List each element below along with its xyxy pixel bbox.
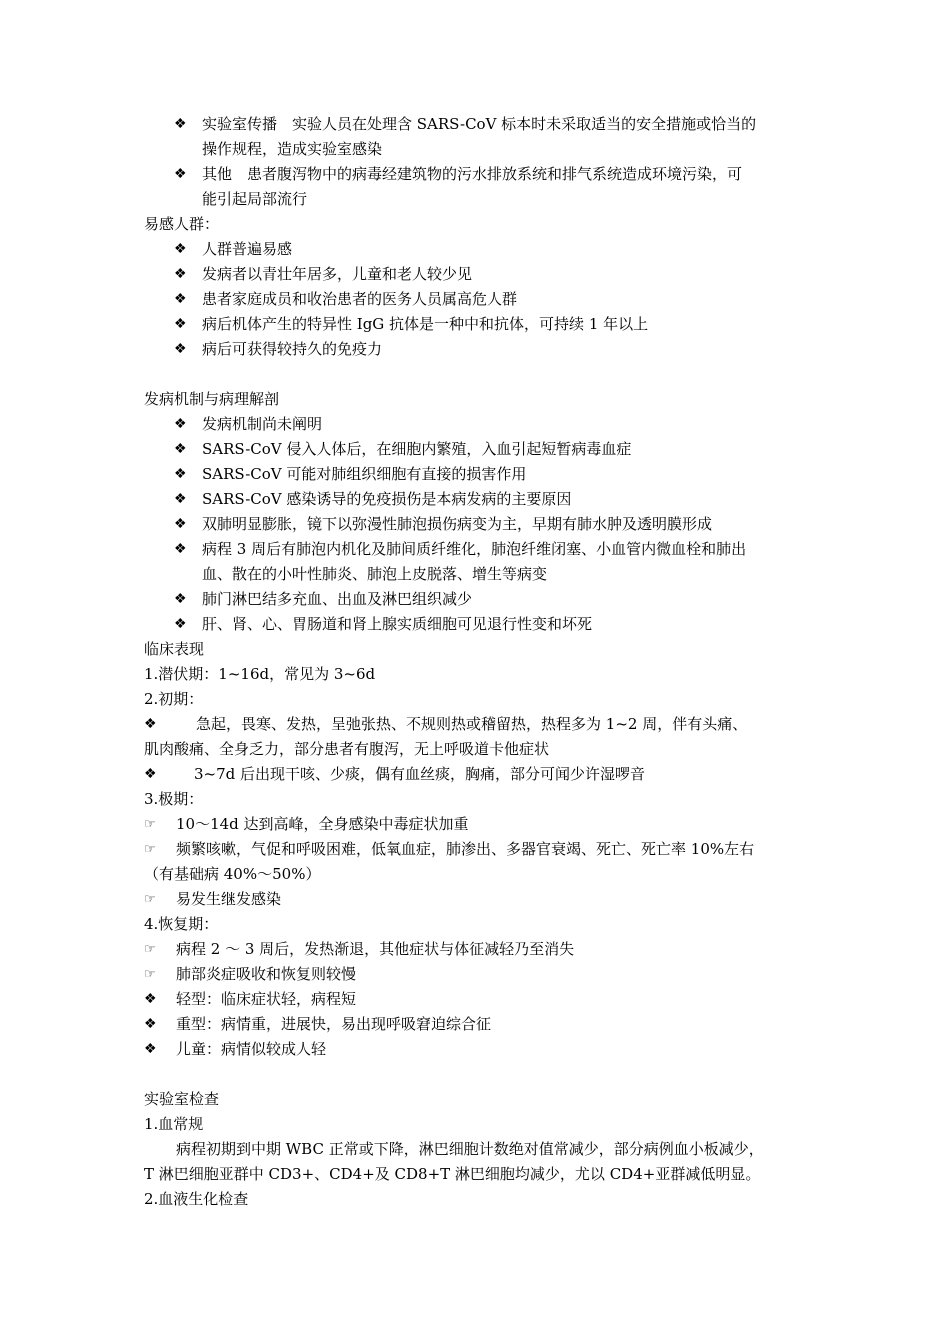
diamond-bullet-icon: ❖ [144, 1041, 157, 1057]
list-item [144, 1037, 814, 1062]
diamond-bullet-icon: ❖ [174, 241, 187, 257]
subheading: 2.初期： [144, 690, 204, 708]
list-item [144, 412, 814, 437]
list-item-continuation: 能引起局部流行 [202, 190, 308, 208]
list-item-text: 易发生继发感染 [176, 890, 282, 908]
list-item [144, 987, 814, 1012]
diamond-bullet-icon: ❖ [174, 416, 187, 432]
diamond-bullet-icon: ❖ [174, 266, 187, 282]
list-item-text: 肺门淋巴结多充血、出血及淋巴组织减少 [202, 590, 473, 608]
list-item [144, 287, 814, 312]
subheading: 4.恢复期： [144, 915, 219, 933]
paragraph-line: 病程初期到中期 WBC 正常或下降，淋巴细胞计数绝对值常减少，部分病例血小板减少， [176, 1140, 764, 1158]
diamond-bullet-icon: ❖ [144, 766, 157, 782]
diamond-bullet-icon: ❖ [174, 166, 187, 182]
list-item-continuation: （有基础病 40%～50%） [144, 865, 321, 883]
list-item [144, 812, 814, 837]
list-item-text: 肺部炎症吸收和恢复则较慢 [176, 965, 357, 983]
diamond-bullet-icon: ❖ [174, 316, 187, 332]
list-item-text: 实验室传播 实验人员在处理含 SARS-CoV 标本时未采取适当的安全措施或恰当的 [202, 115, 757, 133]
list-item [144, 612, 814, 637]
diamond-bullet-icon: ❖ [174, 616, 187, 632]
list-item-text: 发病机制尚未阐明 [202, 415, 323, 433]
diamond-bullet-icon: ❖ [174, 541, 187, 557]
list-item-continuation: 血、散在的小叶性肺炎、肺泡上皮脱落、增生等病变 [202, 565, 548, 583]
diamond-bullet-icon: ❖ [174, 516, 187, 532]
document-page [144, 112, 814, 1212]
list-item [144, 462, 814, 487]
diamond-bullet-icon: ❖ [144, 716, 157, 732]
incubation-line: 1.潜伏期：1~16d，常见为 3~6d [144, 665, 376, 683]
list-item [144, 712, 814, 737]
list-item [144, 537, 814, 562]
list-item-continuation: 肌肉酸痛、全身乏力，部分患者有腹泻，无上呼吸道卡他症状 [144, 740, 550, 758]
list-item-text: 人群普遍易感 [202, 240, 293, 258]
diamond-bullet-icon: ❖ [174, 341, 187, 357]
section-heading: 实验室检查 [144, 1090, 220, 1108]
diamond-bullet-icon: ❖ [174, 491, 187, 507]
pointing-hand-icon: ☞ [144, 942, 156, 957]
list-item-text: 轻型：临床症状轻，病程短 [176, 990, 357, 1008]
list-item [144, 837, 814, 862]
list-item-text: 重型：病情重，进展快，易出现呼吸窘迫综合征 [176, 1015, 492, 1033]
list-item-text: 患者家庭成员和收治患者的医务人员属高危人群 [202, 290, 518, 308]
pointing-hand-icon: ☞ [144, 892, 156, 907]
list-item-continuation: 操作规程，造成实验室感染 [202, 140, 383, 158]
list-item [144, 337, 814, 362]
section-heading: 临床表现 [144, 640, 205, 658]
list-item [144, 312, 814, 337]
section-heading: 发病机制与病理解剖 [144, 390, 280, 408]
list-item [144, 237, 814, 262]
list-item-text: 急起，畏寒、发热，呈弛张热、不规则热或稽留热，热程多为 1~2 周，伴有头痛、 [196, 715, 748, 733]
list-item-text: SARS-CoV 可能对肺组织细胞有直接的损害作用 [202, 465, 527, 483]
diamond-bullet-icon: ❖ [174, 291, 187, 307]
section-heading: 易感人群： [144, 215, 220, 233]
list-item-text: 其他 患者腹泻物中的病毒经建筑物的污水排放系统和排气系统造成环境污染，可 [202, 165, 743, 183]
list-item-text: 频繁咳嗽，气促和呼吸困难，低氧血症，肺渗出、多器官衰竭、死亡、死亡率 10%左右 [176, 840, 755, 858]
list-item-text: 3~7d 后出现干咳、少痰，偶有血丝痰，胸痛，部分可闻少许湿啰音 [194, 765, 646, 783]
list-item-text: 儿童：病情似较成人轻 [176, 1040, 327, 1058]
list-item [144, 937, 814, 962]
subheading: 1.血常规 [144, 1115, 204, 1133]
list-item [144, 437, 814, 462]
list-item-text: 病程 3 周后有肺泡内机化及肺间质纤维化，肺泡纤维闭塞、小血管内微血栓和肺出 [202, 540, 747, 558]
list-item [144, 962, 814, 987]
list-item [144, 512, 814, 537]
diamond-bullet-icon: ❖ [174, 591, 187, 607]
spacer [144, 1062, 814, 1087]
list-item-text: SARS-CoV 感染诱导的免疫损伤是本病发病的主要原因 [202, 490, 572, 508]
paragraph-line: T 淋巴细胞亚群中 CD3+、CD4+及 CD8+T 淋巴细胞均减少，尤以 CD4+亚群减低明显。 [144, 1165, 761, 1183]
subheading: 3.极期： [144, 790, 204, 808]
diamond-bullet-icon: ❖ [174, 441, 187, 457]
diamond-bullet-icon: ❖ [144, 1016, 157, 1032]
list-item-text: 发病者以青壮年居多，儿童和老人较少见 [202, 265, 473, 283]
diamond-bullet-icon: ❖ [174, 116, 187, 132]
list-item [144, 762, 814, 787]
diamond-bullet-icon: ❖ [144, 991, 157, 1007]
list-item-text: 肝、肾、心、胃肠道和肾上腺实质细胞可见退行性变和坏死 [202, 615, 593, 633]
pointing-hand-icon: ☞ [144, 967, 156, 982]
list-item [144, 487, 814, 512]
spacer [144, 362, 814, 387]
list-item-text: 10～14d 达到高峰，全身感染中毒症状加重 [176, 815, 469, 833]
list-item-text: SARS-CoV 侵入人体后，在细胞内繁殖，入血引起短暂病毒血症 [202, 440, 632, 458]
pointing-hand-icon: ☞ [144, 817, 156, 832]
list-item [144, 1012, 814, 1037]
list-item [144, 162, 814, 187]
list-item [144, 587, 814, 612]
list-item-text: 病后机体产生的特异性 IgG 抗体是一种中和抗体，可持续 1 年以上 [202, 315, 649, 333]
list-item-text: 病程 2 ～ 3 周后，发热渐退，其他症状与体征减轻乃至消失 [176, 940, 575, 958]
pointing-hand-icon: ☞ [144, 842, 156, 857]
diamond-bullet-icon: ❖ [174, 466, 187, 482]
list-item [144, 262, 814, 287]
list-item [144, 112, 814, 137]
subheading: 2.血液生化检查 [144, 1190, 249, 1208]
list-item-text: 双肺明显膨胀，镜下以弥漫性肺泡损伤病变为主，早期有肺水肿及透明膜形成 [202, 515, 713, 533]
list-item-text: 病后可获得较持久的免疫力 [202, 340, 383, 358]
list-item [144, 887, 814, 912]
